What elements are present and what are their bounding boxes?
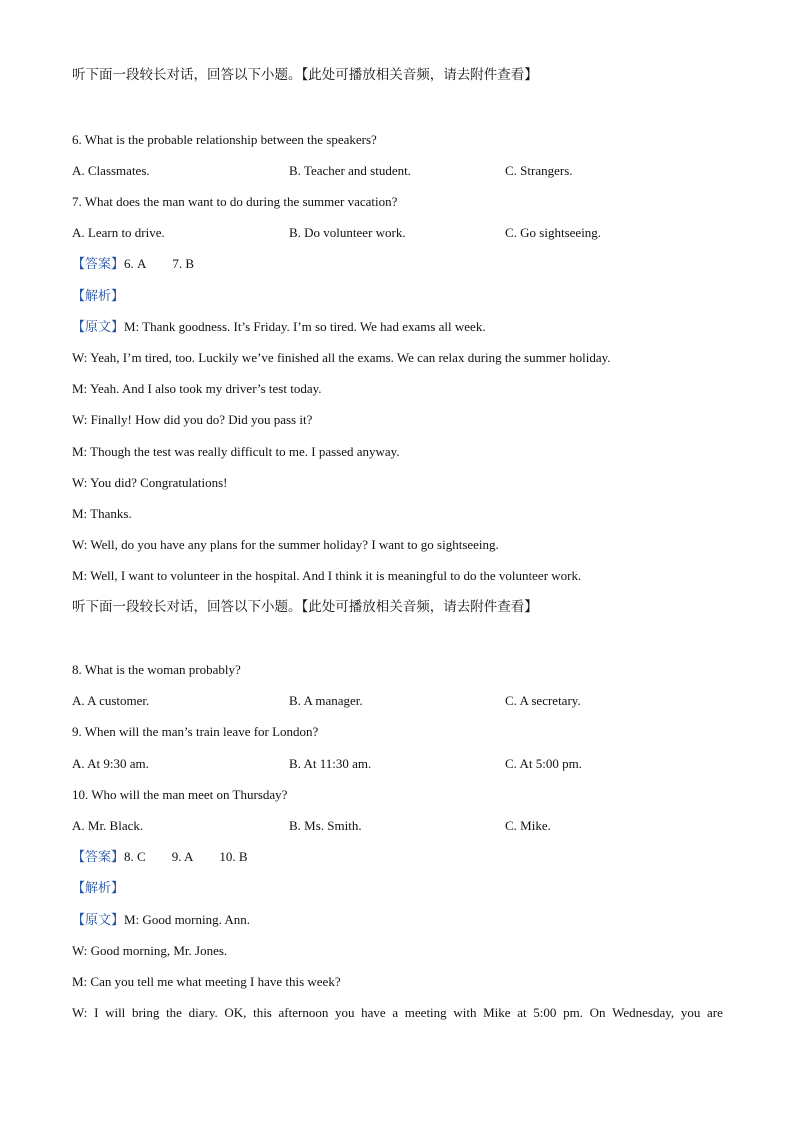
word: have [361, 1005, 386, 1020]
transcript-line [72, 319, 486, 336]
section-instruction: 听下面一段较长对话，回答以下小题。【此处可播放相关音频，请去附件查看】 [72, 67, 538, 83]
original-tag: 【原文】 [72, 913, 125, 928]
transcript-line: W: You did? Congratulations! [72, 475, 228, 490]
word: a [392, 1005, 399, 1020]
answer-value: 7. B [172, 256, 195, 271]
option-9a: A. At 9:30 am. [72, 756, 149, 771]
answer-tag: 【答案】 [72, 257, 125, 272]
analysis-line [72, 288, 124, 305]
transcript-line: W: Good morning, Mr. Jones. [72, 943, 228, 958]
answer-tag: 【答案】 [72, 850, 125, 865]
question-8: 8. What is the woman probably? [72, 662, 241, 677]
transcript-text: M: Good morning. Ann. [124, 912, 251, 927]
transcript-line: M: Though the test was really difficult to me. I passed anyway. [72, 444, 400, 459]
word: meeting [404, 1005, 447, 1020]
word: W: [72, 1005, 88, 1020]
word: you [335, 1005, 355, 1020]
option-9c: C. At 5:00 pm. [505, 756, 582, 771]
transcript-line: W: Well, do you have any plans for the summer holiday? I want to go sightseeing. [72, 537, 499, 552]
word: at [517, 1005, 527, 1020]
analysis-tag: 【解析】 [72, 289, 125, 304]
word: this [253, 1005, 272, 1020]
question-10: 10. Who will the man meet on Thursday? [72, 787, 288, 802]
option-6b: B. Teacher and student. [289, 163, 411, 178]
transcript-line: W: Yeah, I’m tired, too. Luckily we’ve finished all the exams. We can relax during the summer holiday. [72, 350, 611, 365]
word: Mike [483, 1005, 511, 1020]
option-8c: C. A secretary. [505, 693, 581, 708]
word: pm. [563, 1005, 583, 1020]
answer-value: 6. A [124, 256, 147, 271]
word: are [706, 1005, 723, 1020]
word: bring [131, 1005, 160, 1020]
word: with [453, 1005, 477, 1020]
original-tag: 【原文】 [72, 320, 125, 335]
analysis-tag: 【解析】 [72, 881, 125, 896]
transcript-line [72, 912, 250, 929]
section-instruction: 听下面一段较长对话，回答以下小题。【此处可播放相关音频，请去附件查看】 [72, 599, 538, 615]
transcript-line: M: Yeah. And I also took my driver’s test today. [72, 381, 322, 396]
word: you [680, 1005, 701, 1020]
question-7: 7. What does the man want to do during the summer vacation? [72, 194, 398, 209]
word: the [166, 1005, 182, 1020]
question-9: 9. When will the man’s train leave for London? [72, 724, 319, 739]
word: OK, [224, 1005, 247, 1020]
answer-line [72, 849, 248, 866]
transcript-text: M: Thank goodness. It’s Friday. I’m so tired. We had exams all week. [124, 319, 486, 334]
word: afternoon [278, 1005, 329, 1020]
answer-value: 10. B [219, 849, 248, 864]
word: I [94, 1005, 99, 1020]
option-6c: C. Strangers. [505, 163, 573, 178]
transcript-line: W: Finally! How did you do? Did you pass it? [72, 412, 313, 427]
option-7b: B. Do volunteer work. [289, 225, 406, 240]
word: will [105, 1005, 126, 1020]
analysis-line [72, 880, 124, 897]
option-10c: C. Mike. [505, 818, 551, 833]
word: Wednesday, [612, 1005, 675, 1020]
transcript-line: M: Can you tell me what meeting I have this week? [72, 974, 341, 989]
option-8a: A. A customer. [72, 693, 150, 708]
option-7c: C. Go sightseeing. [505, 225, 602, 240]
word: diary. [188, 1005, 218, 1020]
transcript-line-justified [72, 1005, 723, 1021]
option-6a: A. Classmates. [72, 163, 150, 178]
option-9b: B. At 11:30 am. [289, 756, 372, 771]
answer-value: 9. A [171, 849, 194, 864]
answer-line [72, 256, 194, 273]
question-6: 6. What is the probable relationship between the speakers? [72, 132, 377, 147]
transcript-line: M: Well, I want to volunteer in the hospital. And I think it is meaningful to do the volunteer work. [72, 568, 582, 583]
option-10b: B. Ms. Smith. [289, 818, 362, 833]
transcript-line: M: Thanks. [72, 506, 132, 521]
option-7a: A. Learn to drive. [72, 225, 165, 240]
option-10a: A. Mr. Black. [72, 818, 144, 833]
option-8b: B. A manager. [289, 693, 363, 708]
answer-value: 8. C [124, 849, 146, 864]
word: On [589, 1005, 606, 1020]
word: 5:00 [533, 1005, 557, 1020]
